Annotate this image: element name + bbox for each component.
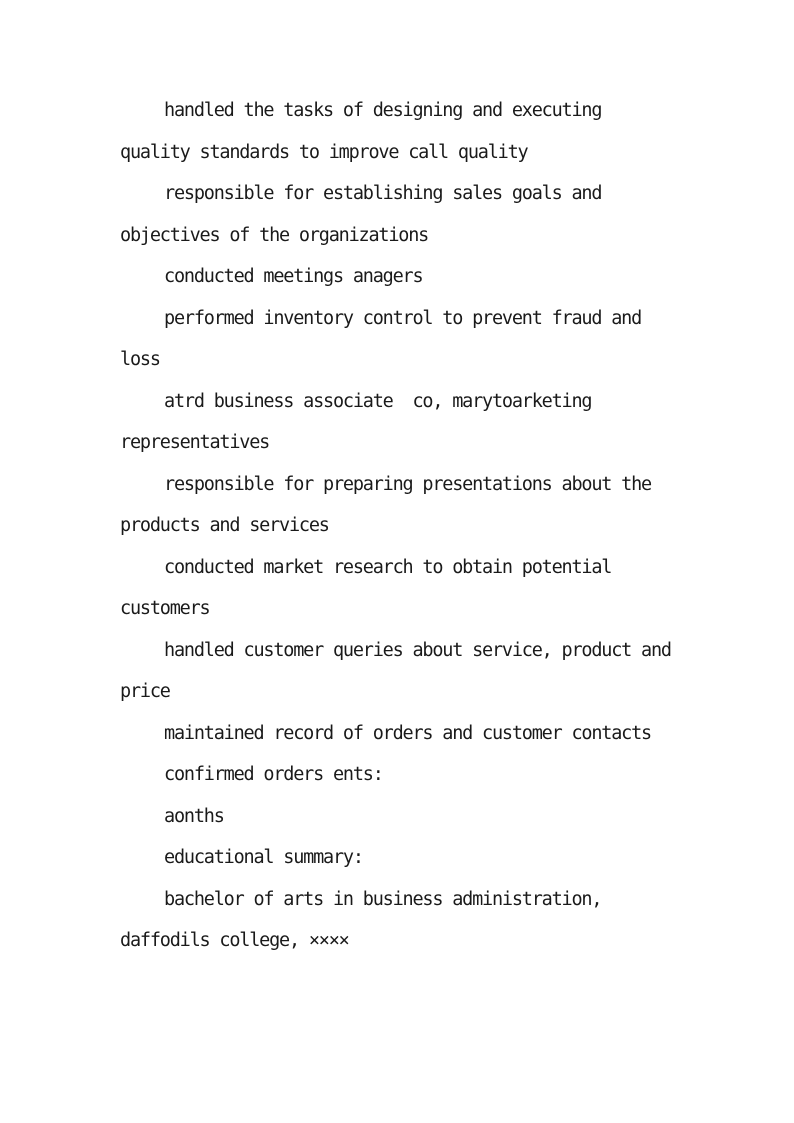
paragraph-presentations: responsible for preparing presentations about the products and services (120, 473, 661, 536)
paragraph-meetings: conducted meetings anagers (164, 266, 423, 287)
paragraph-sales-goals: responsible for establishing sales goals and objectives of the organizations (120, 183, 612, 246)
paragraph-confirmed-orders: confirmed orders ents: (164, 764, 383, 785)
heading-educational-summary: educational summary: (164, 847, 363, 868)
paragraph-business-associate: atrd business associate co, marytoarketing representatives (120, 390, 602, 453)
paragraph-degree: bachelor of arts in business administration, daffodils college, ×××× (120, 888, 612, 951)
paragraph-months: aonths (164, 805, 224, 827)
paragraph-customer-queries: handled customer queries about service, product and price (120, 639, 681, 702)
paragraph-call-quality: handled the tasks of designing and executing quality standards to improve call quality (120, 100, 612, 163)
paragraph-inventory-control: performed inventory control to prevent fraud and loss (120, 307, 651, 370)
paragraph-order-records: maintained record of orders and customer contacts (164, 722, 651, 744)
document-body (120, 90, 680, 962)
paragraph-market-research: conducted market research to obtain potential customers (120, 556, 622, 619)
